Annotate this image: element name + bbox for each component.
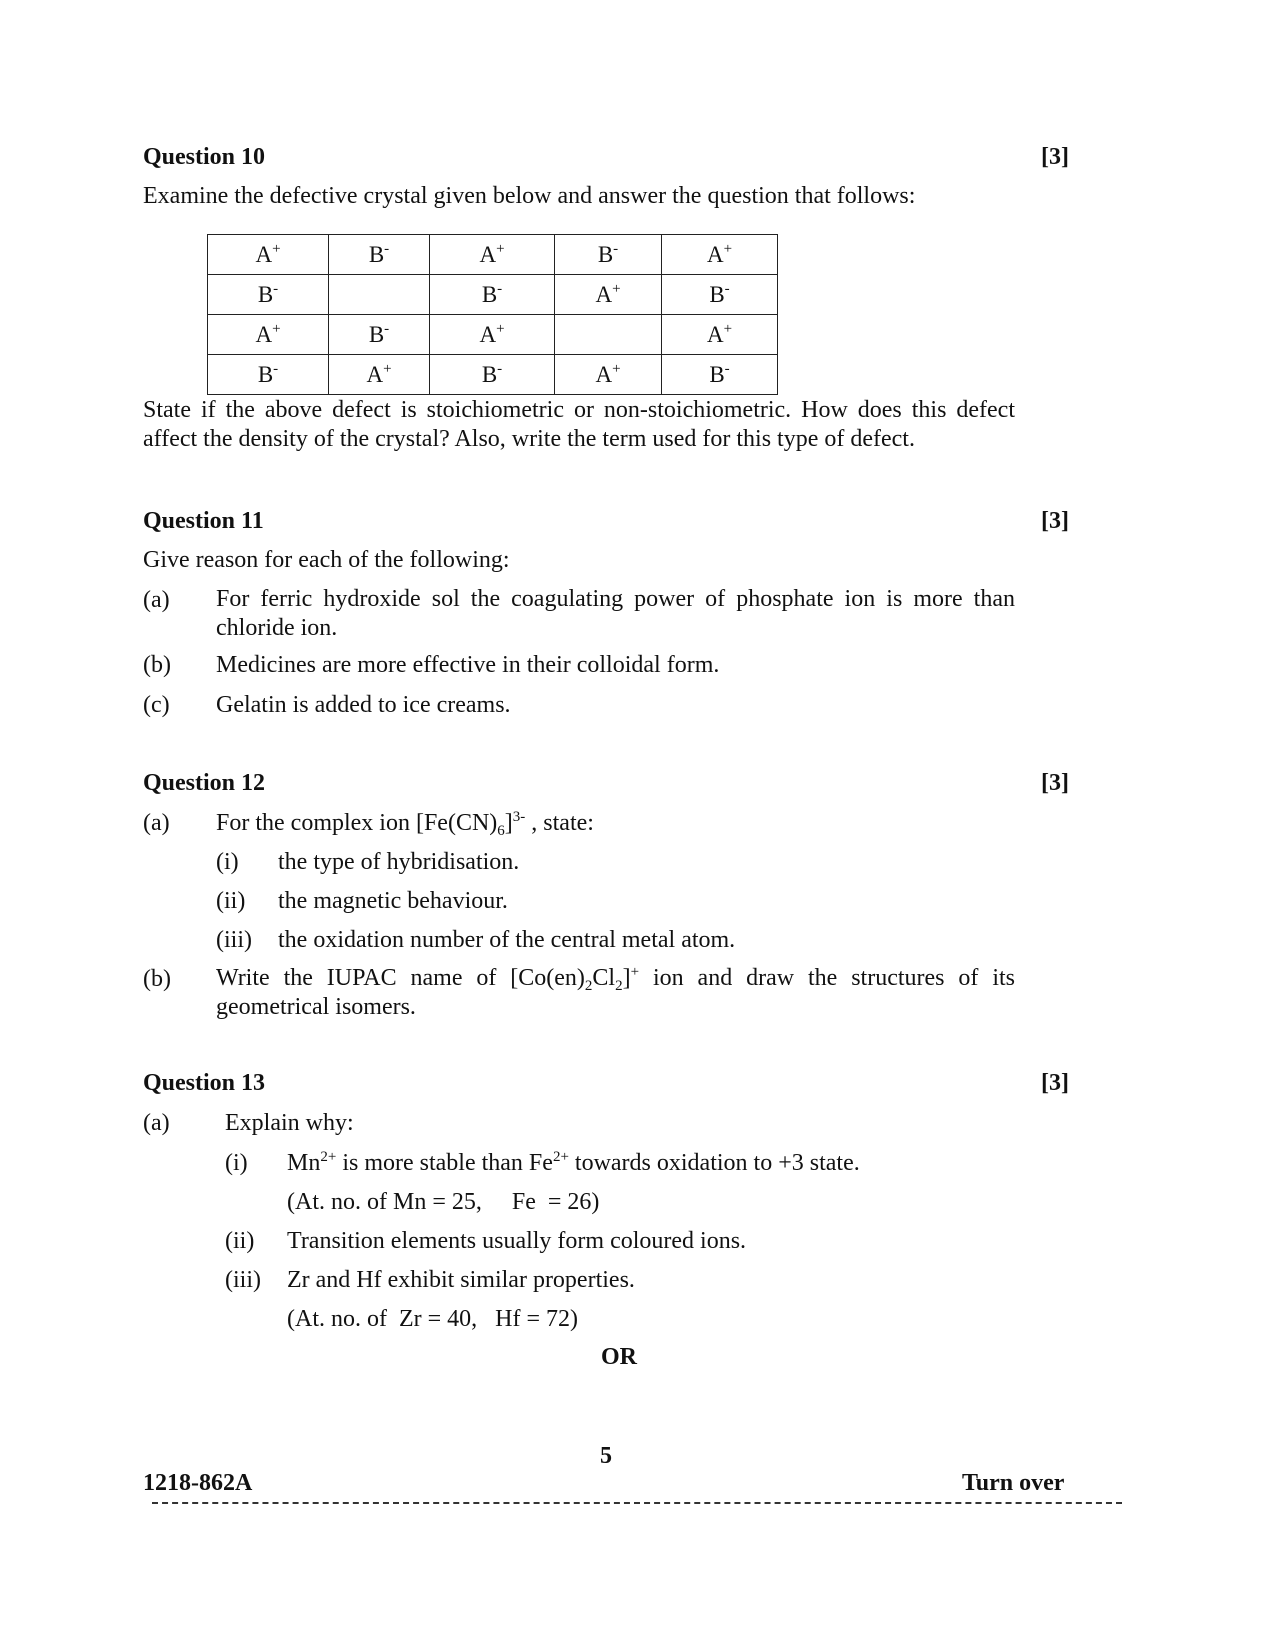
q13-heading: Question 13: [143, 1070, 266, 1096]
crystal-row: [208, 275, 778, 315]
crystal-ion-cell: B-: [555, 235, 662, 275]
q11-heading: Question 11: [143, 508, 264, 534]
crystal-ion-cell: A+: [208, 315, 329, 355]
q12-part-b-label: (b): [143, 966, 171, 992]
crystal-ion-cell: A+: [662, 315, 778, 355]
q10-intro: Examine the defective crystal given below and answer the question that follows:: [143, 183, 916, 209]
q13-subpart-text: Zr and Hf exhibit similar properties.: [287, 1267, 635, 1293]
paper-code: 1218-862A: [143, 1470, 253, 1496]
or-separator: OR: [601, 1344, 637, 1370]
q12-part-a-text: For the complex ion $[Fe(CN)_6]^{3-}$ , state:: [216, 809, 594, 839]
q11-part-text: For ferric hydroxide sol the coagulating power of phosphate ion is more than chloride ion.: [216, 586, 1015, 641]
q12-subpart-text: the oxidation number of the central metal atom.: [278, 927, 736, 953]
q13-note: (At. no. of Mn = 25, Fe = 26): [287, 1189, 600, 1215]
q12-subpart-text: the magnetic behaviour.: [278, 888, 508, 914]
q13-note: (At. no. of Zr = 40, Hf = 72): [287, 1306, 579, 1332]
crystal-ion-cell: A+: [555, 275, 662, 315]
crystal-ion-cell: A+: [329, 355, 430, 395]
q12-part-b-text: Write the IUPAC name of $[Co(en)_2Cl_2]^+$ ion and draw the structures of its geometrical isomers.: [216, 964, 1015, 1020]
q13-marks: [3]: [1041, 1070, 1069, 1096]
q12-subpart-label: (i): [216, 849, 239, 875]
crystal-ion-cell: B-: [662, 355, 778, 395]
q13-subpart-label: (ii): [225, 1228, 255, 1254]
crystal-ion-cell: B-: [430, 275, 555, 315]
q13-part-a-label: (a): [143, 1110, 170, 1136]
crystal-ion-cell: A+: [208, 235, 329, 275]
q11-intro: Give reason for each of the following:: [143, 547, 510, 573]
crystal-ion-cell: B-: [329, 315, 430, 355]
q12-subpart-label: (iii): [216, 927, 252, 953]
crystal-ion-cell: B-: [208, 275, 329, 315]
crystal-ion-cell: B-: [430, 355, 555, 395]
q13-part-a-text: Explain why:: [225, 1110, 354, 1136]
crystal-row: [208, 315, 778, 355]
footer-divider: [152, 1502, 1122, 1504]
crystal-vacancy-cell: [329, 275, 430, 315]
crystal-row: [208, 235, 778, 275]
q12-subpart-label: (ii): [216, 888, 246, 914]
q11-part-label: (b): [143, 652, 171, 678]
page-number: 5: [600, 1443, 612, 1469]
q13-subpart-text: Transition elements usually form coloured ions.: [287, 1228, 747, 1254]
crystal-ion-cell: B-: [662, 275, 778, 315]
crystal-ion-cell: A+: [555, 355, 662, 395]
crystal-row: [208, 355, 778, 395]
q12-subpart-text: the type of hybridisation.: [278, 849, 520, 875]
crystal-lattice-table: [207, 234, 778, 395]
q11-part-label: (a): [143, 587, 170, 613]
crystal-ion-cell: A+: [430, 235, 555, 275]
q12-part-a-label: (a): [143, 810, 170, 836]
crystal-ion-cell: A+: [430, 315, 555, 355]
q13-subpart-text: $Mn^{2+}$ is more stable than $Fe^{2+}$ towards oxidation to +3 state.: [287, 1149, 860, 1176]
q11-part-text: Medicines are more effective in their colloidal form.: [216, 652, 720, 678]
q13-subpart-label: (iii): [225, 1267, 261, 1293]
crystal-ion-cell: B-: [329, 235, 430, 275]
crystal-vacancy-cell: [555, 315, 662, 355]
q13-subpart-label: (i): [225, 1150, 248, 1176]
crystal-ion-cell: A+: [662, 235, 778, 275]
q11-marks: [3]: [1041, 508, 1069, 534]
turn-over-label: Turn over: [962, 1470, 1065, 1496]
q10-question-text: State if the above defect is stoichiometric or non-stoichiometric. How does this defect affect the density of the crystal? Also, write the term used for this type of defect.: [143, 397, 1015, 452]
q11-part-text: Gelatin is added to ice creams.: [216, 692, 511, 718]
q12-heading: Question 12: [143, 770, 266, 796]
q11-part-label: (c): [143, 692, 170, 718]
q10-marks: [3]: [1041, 144, 1069, 170]
q10-heading: Question 10: [143, 144, 266, 170]
crystal-ion-cell: B-: [208, 355, 329, 395]
q12-marks: [3]: [1041, 770, 1069, 796]
